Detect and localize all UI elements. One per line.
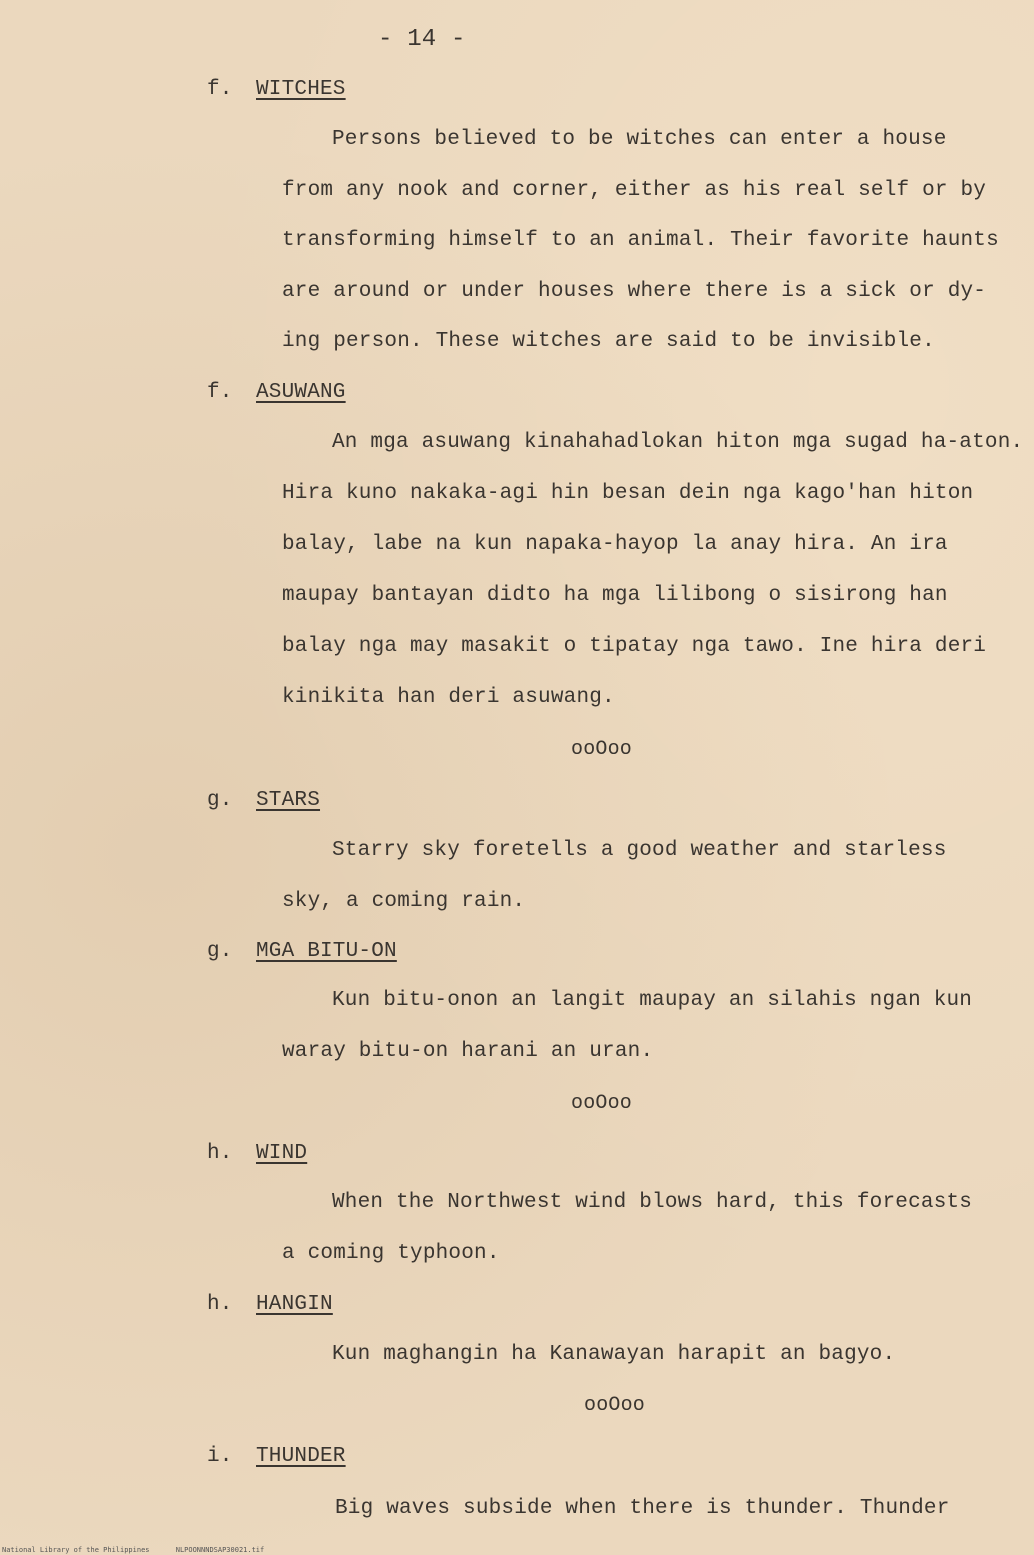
paragraph-line: are around or under houses where there is a sick or dy- [282, 280, 987, 303]
section-separator: ooOoo [571, 738, 633, 761]
section-heading-witches: WITCHES [256, 78, 346, 101]
paragraph-line: Big waves subside when there is thunder. Thunder [335, 1497, 950, 1520]
paragraph-line: transforming himself to an animal. Their favorite haunts [282, 229, 999, 252]
section-marker: h. [207, 1293, 233, 1316]
paragraph-line: balay, labe na kun napaka-hayop la anay hira. An ira [282, 533, 948, 556]
paragraph-line: ing person. These witches are said to be invisible. [282, 330, 935, 353]
section-marker: f. [207, 78, 233, 101]
paragraph-line: Kun bitu-onon an langit maupay an silahis ngan kun [332, 989, 973, 1012]
paragraph-line: When the Northwest wind blows hard, this forecasts [332, 1191, 973, 1214]
paragraph-line: from any nook and corner, either as his real self or by [282, 179, 987, 202]
paragraph-line: Kun maghangin ha Kanawayan harapit an bagyo. [332, 1343, 896, 1366]
footer-library: National Library of the Philippines [2, 1546, 150, 1554]
section-marker: g. [207, 789, 233, 812]
section-heading-thunder: THUNDER [256, 1445, 346, 1468]
section-heading-asuwang: ASUWANG [256, 381, 346, 404]
paragraph-line: sky, a coming rain. [282, 890, 526, 913]
section-heading-stars: STARS [256, 789, 321, 812]
paragraph-line: kinikita han deri asuwang. [282, 686, 615, 709]
section-separator: ooOoo [584, 1394, 646, 1417]
section-separator: ooOoo [571, 1092, 633, 1115]
section-marker: h. [207, 1142, 233, 1165]
paragraph-line: Hira kuno nakaka-agi hin besan dein nga kago'han hiton [282, 482, 974, 505]
paragraph-line: Starry sky foretells a good weather and starless [332, 839, 947, 862]
footer-file: NLPOONNNDSAP30021.tif [175, 1546, 265, 1554]
paragraph-line: An mga asuwang kinahahadlokan hiton mga sugad ha-aton. [332, 431, 1024, 454]
paragraph-line: maupay bantayan didto ha mga lilibong o sisirong han [282, 584, 948, 607]
paragraph-line: Persons believed to be witches can enter a house [332, 128, 947, 151]
section-marker: i. [207, 1445, 233, 1468]
paragraph-line: balay nga may masakit o tipatay nga tawo. Ine hira deri [282, 635, 987, 658]
section-heading-hangin: HANGIN [256, 1293, 333, 1316]
section-marker: g. [207, 940, 233, 963]
scan-footer [2, 1546, 286, 1554]
paragraph-line: waray bitu-on harani an uran. [282, 1040, 654, 1063]
section-heading-mga-bitu-on: MGA BITU-ON [256, 940, 397, 963]
section-heading-wind: WIND [256, 1142, 308, 1165]
page-number: - 14 - [378, 26, 466, 53]
paragraph-line: a coming typhoon. [282, 1242, 500, 1265]
section-marker: f. [207, 381, 233, 404]
